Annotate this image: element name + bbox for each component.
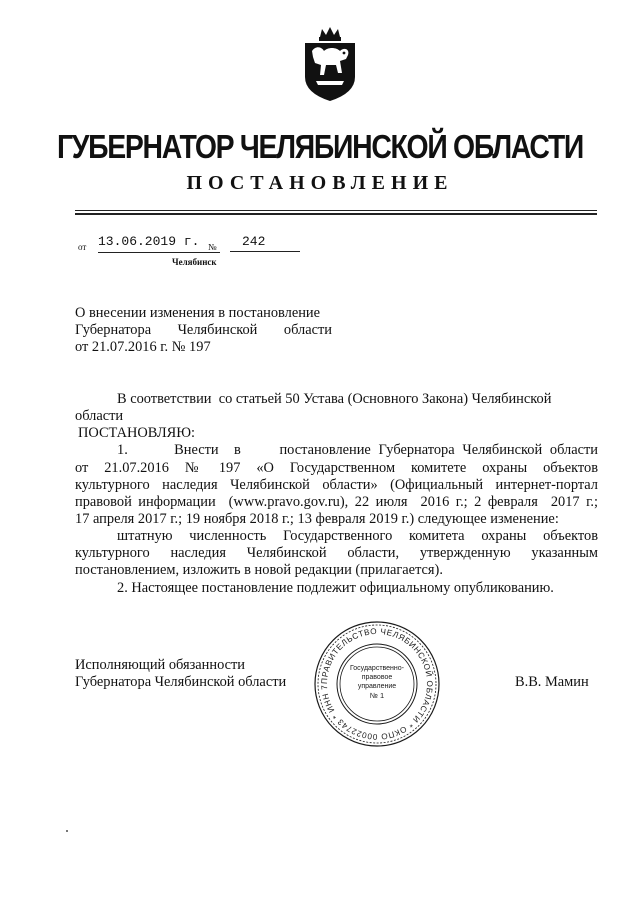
- signatory-position-line-1: Исполняющий обязанности: [75, 657, 246, 673]
- resolve-word: ПОСТАНОВЛЯЮ:: [78, 425, 196, 441]
- signatory-name: В.В. Мамин: [515, 674, 589, 690]
- emblem-icon: [300, 25, 360, 103]
- change-line-3: постановлением, изложить в новой редакции (прилагается).: [75, 562, 443, 578]
- paragraph-1-line-3: культурного наследия Челябинской области» (Официальный интернет-портал: [75, 477, 598, 493]
- header-divider-bottom: [75, 213, 597, 215]
- paragraph-1-line-4: правовой информации (www.pravo.gov.ru), 22 июля 2016 г.; 2 февраля 2017 г.;: [75, 494, 598, 510]
- seal-outer-text: ПРАВИТЕЛЬСТВО ЧЕЛЯБИНСКОЙ ОБЛАСТИ * ОКПО 00022743 * ИНН 7: [319, 626, 435, 742]
- paragraph-2: 2. Настоящее постановление подлежит официальному опубликованию.: [117, 580, 554, 596]
- official-seal: [313, 620, 441, 748]
- intro-line-2: области: [75, 408, 124, 424]
- scan-speck: [66, 830, 68, 832]
- change-line-2: культурного наследия Челябинской области, утвержденную указанным: [75, 545, 598, 561]
- seal-inner-line-3: управление: [357, 683, 397, 690]
- document-type: ПОСТАНОВЛЕНИЕ: [186, 172, 454, 194]
- subject-line-3: от 21.07.2016 г. № 197: [75, 339, 211, 355]
- document-date: 13.06.2019 г.: [98, 234, 220, 253]
- from-label: от: [78, 242, 87, 252]
- subject-word-2: Челябинской: [177, 322, 258, 338]
- subject-line-2: [75, 322, 332, 340]
- subject-word-3: области: [283, 322, 332, 338]
- paragraph-1-line-1: 1. Внести в постановление Губернатора Челябинской области: [117, 442, 598, 458]
- paragraph-1-line-2: от 21.07.2016 № 197 «О Государственном комитете охраны объектов: [75, 460, 598, 476]
- subject-word-1: Губернатора: [75, 322, 152, 338]
- city-name: Челябинск: [172, 257, 217, 267]
- intro-line-1: В соответствии со статьей 50 Устава (Основного Закона) Челябинской: [117, 391, 552, 407]
- seal-inner-line-4: № 1: [369, 691, 385, 700]
- governor-title: ГУБЕРНАТОР ЧЕЛЯБИНСКОЙ ОБЛАСТИ: [56, 128, 584, 165]
- change-line-1: штатную численность Государственного комитета охраны объектов: [117, 528, 598, 544]
- seal-inner-line-2: правовое: [361, 674, 393, 681]
- header-divider-top: [75, 210, 597, 211]
- document-number: 242: [230, 234, 300, 252]
- number-label: №: [208, 242, 217, 252]
- subject-line-1: О внесении изменения в постановление: [75, 305, 321, 321]
- seal-inner-line-1: Государственно-: [349, 665, 405, 672]
- signatory-position-line-2: Губернатора Челябинской области: [75, 674, 287, 690]
- paragraph-1-line-5: 17 апреля 2017 г.; 19 ноября 2018 г.; 13 февраля 2019 г.) следующее изменение:: [75, 511, 559, 527]
